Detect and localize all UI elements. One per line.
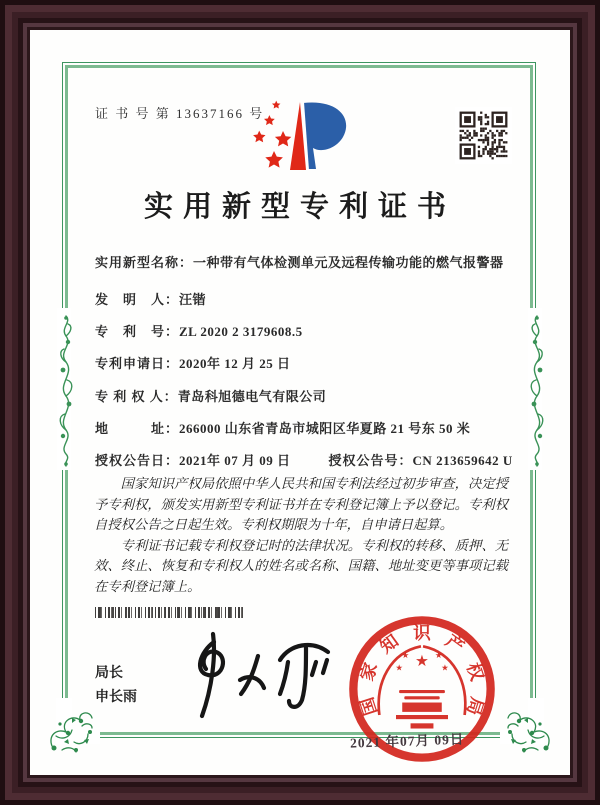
field-row-grant bbox=[95, 450, 513, 469]
field-label: 发 明 人： bbox=[95, 292, 180, 307]
director-title: 局长 bbox=[95, 664, 123, 680]
field-value: 266000 山东省青岛市城阳区华夏路 21 号东 50 米 bbox=[179, 421, 471, 436]
field-label: 专利申请日： bbox=[95, 356, 180, 371]
director-block bbox=[95, 660, 137, 708]
field-value: 一种带有气体检测单元及远程传输功能的燃气报警器 bbox=[193, 255, 504, 270]
field-label: 地 址： bbox=[95, 421, 180, 436]
svg-text:★: ★ bbox=[415, 653, 429, 671]
seal-date: 2021 年07月 09日 bbox=[349, 731, 465, 751]
svg-text:识: 识 bbox=[413, 623, 431, 644]
svg-text:局: 局 bbox=[462, 694, 488, 718]
corner-ornament-bottom-right-icon bbox=[504, 706, 554, 756]
grant-number-label: 授权公告号： bbox=[328, 453, 413, 468]
svg-text:★: ★ bbox=[401, 650, 410, 660]
field-row-patent-no bbox=[95, 321, 303, 340]
flourish-left-icon bbox=[53, 312, 79, 468]
field-value: 青岛科旭德电气有限公司 bbox=[177, 389, 327, 404]
field-value: 2021年 07 月 09 日 bbox=[179, 453, 291, 468]
director-signature-icon bbox=[178, 628, 358, 723]
svg-text:★: ★ bbox=[434, 650, 443, 660]
cnipa-logo-icon bbox=[243, 93, 357, 181]
barcode bbox=[95, 607, 243, 618]
field-row-address bbox=[95, 418, 470, 437]
field-label: 专 利 权 人： bbox=[95, 389, 178, 404]
field-label: 实用新型名称： bbox=[95, 255, 194, 270]
certificate-title: 实用新型专利证书 bbox=[143, 191, 456, 223]
svg-text:★: ★ bbox=[395, 663, 403, 673]
corner-ornament-bottom-left-icon bbox=[46, 706, 96, 756]
field-value: 汪锴 bbox=[179, 292, 207, 307]
field-label: 专 利 号： bbox=[95, 324, 180, 339]
svg-text:权: 权 bbox=[462, 660, 488, 684]
svg-text:产: 产 bbox=[441, 630, 468, 658]
legal-text bbox=[94, 474, 508, 597]
qr-code-icon bbox=[455, 107, 512, 164]
legal-paragraph-2: 专利证书记载专利权登记时的法律状况。专利权的转移、质押、无效、终止、恢复和专利权人的姓名或名称、国籍、地址变更等事项记载在专利登记簿上。 bbox=[94, 537, 508, 594]
field-row-patentee bbox=[95, 386, 326, 405]
field-label: 授权公告日： bbox=[95, 453, 180, 468]
director-name: 申长雨 bbox=[95, 688, 137, 704]
certificate-number: 证 书 号 第 13637166 号 bbox=[95, 106, 265, 121]
svg-text:★: ★ bbox=[441, 663, 449, 673]
svg-text:家: 家 bbox=[356, 660, 382, 684]
svg-text:国: 国 bbox=[356, 694, 382, 718]
field-row-inventor bbox=[95, 289, 206, 308]
field-row-name bbox=[95, 252, 504, 271]
field-value: ZL 2020 2 3179608.5 bbox=[179, 324, 303, 339]
legal-paragraph-1: 国家知识产权局依照中华人民共和国专利法经过初步审查，决定授予专利权，颁发实用新型专利证书并在专利登记簿上予以登记。专利权自授权公告之日起生效。专利权期限为十年，自申请日起算。 bbox=[94, 476, 508, 532]
flourish-right-icon bbox=[524, 312, 550, 468]
grant-number-value: CN 213659642 U bbox=[412, 453, 513, 468]
svg-text:知: 知 bbox=[376, 630, 403, 658]
field-value: 2020年 12 月 25 日 bbox=[179, 356, 291, 371]
field-row-filing-date bbox=[95, 353, 291, 372]
